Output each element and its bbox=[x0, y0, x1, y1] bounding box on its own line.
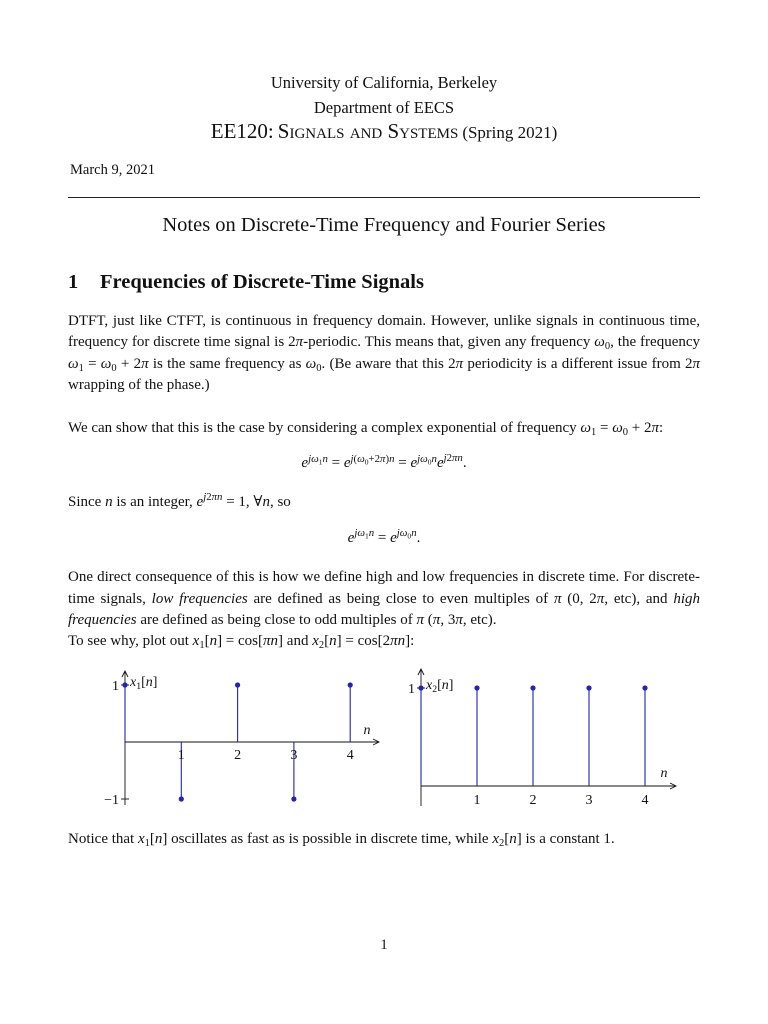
paragraph-high-low-frequencies-text: ( bbox=[424, 611, 433, 628]
paragraph-integer-n-text: , so bbox=[269, 493, 291, 510]
paragraph-complex-exponential-text: : bbox=[659, 420, 664, 437]
paragraph-observation-math-variable: x bbox=[492, 831, 500, 847]
x-tick-label: 3 bbox=[585, 793, 593, 808]
paragraph-plot-intro-math-symbol: ] bbox=[405, 633, 411, 650]
paragraph-periodicity-math-variable: ω bbox=[305, 355, 317, 372]
plot-2-y-axis-label-math-symbol: ] bbox=[448, 678, 454, 693]
paragraph-periodicity-subscript: 0 bbox=[604, 341, 611, 353]
course-code: EE120: bbox=[210, 119, 274, 143]
y-tick-label: 1 bbox=[112, 679, 119, 694]
equation-exponential-equality-math-symbol: = bbox=[374, 530, 391, 547]
paragraph-integer-n-math-variable: e bbox=[196, 493, 204, 510]
plot-1 bbox=[95, 663, 390, 813]
equation-exponential-expansion-math-variable: jω bbox=[417, 452, 428, 465]
paragraph-integer-n-math-symbol: = 1, ∀ bbox=[222, 493, 263, 510]
paragraph-complex-exponential-math-variable: ω bbox=[612, 420, 623, 437]
paragraph-high-low-frequencies-text: , bbox=[440, 611, 448, 628]
paragraph-high-low-frequencies-text: , etc), and bbox=[604, 590, 674, 607]
equation-exponential-expansion-math-variable: jω bbox=[308, 452, 319, 465]
stem-marker-0 bbox=[418, 685, 423, 690]
equation-exponential-expansion-superscript bbox=[351, 453, 395, 465]
equation-exponential-expansion-math-variable: e bbox=[301, 455, 309, 472]
paragraph-observation-math-variable: n bbox=[509, 831, 517, 847]
section-title: Frequencies of Discrete-Time Signals bbox=[100, 271, 424, 293]
stem-marker-3 bbox=[291, 796, 296, 801]
x-tick-label: 2 bbox=[529, 793, 537, 808]
equation-exponential-expansion-math-variable: ω bbox=[357, 452, 365, 465]
equation-exponential-expansion-math-variable: πn bbox=[452, 452, 463, 465]
document-title: Notes on Discrete-Time Frequency and Fourier Series bbox=[162, 214, 606, 236]
paragraph-observation-subscript: 2 bbox=[499, 838, 505, 850]
paragraph-plot-intro-math-symbol: [ bbox=[204, 633, 210, 650]
paragraph-periodicity-text: . (Be aware that this bbox=[321, 355, 449, 372]
plot-1-y-axis-label-math-symbol: ] bbox=[152, 675, 158, 690]
stem-marker-1 bbox=[179, 796, 184, 801]
paragraph-high-low-frequencies-math-symbol: 3 bbox=[447, 611, 456, 628]
paragraph-plot-intro-math-variable: n bbox=[329, 633, 337, 650]
course-name: Signals and Systems bbox=[277, 119, 459, 143]
equation-exponential-equality-superscript bbox=[397, 527, 417, 539]
paragraph-periodicity-text: , the frequency bbox=[610, 334, 701, 351]
paragraph-plot-intro-text: and bbox=[283, 633, 313, 650]
paragraph-plot-intro-math-variable: n bbox=[209, 633, 218, 650]
paragraph-high-low-frequencies-math-symbol: 2 bbox=[589, 590, 597, 607]
header-rule bbox=[68, 197, 700, 198]
x-tick-label: 3 bbox=[290, 748, 298, 763]
body-text-after-plots bbox=[68, 829, 700, 850]
paragraph-periodicity-math-variable: π bbox=[455, 355, 464, 372]
equation-exponential-expansion-math-variable: n bbox=[389, 452, 395, 465]
paragraph-plot-intro bbox=[68, 631, 700, 652]
x-tick-label: 1 bbox=[473, 793, 481, 808]
paragraph-observation-math-symbol: ] bbox=[162, 831, 168, 847]
paragraph-plot-intro-subscript: 2 bbox=[318, 640, 325, 652]
equation-exponential-equality-subscript: 0 bbox=[407, 531, 412, 541]
paragraph-integer-n-math-symbol: 2 bbox=[206, 490, 212, 503]
paragraph-periodicity-text: wrapping of the phase.) bbox=[68, 376, 210, 393]
paragraph-observation-text: is a constant 1. bbox=[521, 831, 615, 847]
paragraph-periodicity-math-variable: ω bbox=[594, 334, 605, 351]
paragraph-observation-math-variable: x bbox=[137, 831, 145, 847]
paragraph-observation-text: Notice that bbox=[68, 831, 138, 847]
paragraph-periodicity-subscript: 1 bbox=[78, 362, 84, 374]
equation-exponential-equality-math-variable: jω bbox=[354, 527, 365, 540]
paragraph-high-low-frequencies-text: , etc). bbox=[462, 611, 497, 628]
equation-exponential-expansion-math-variable: e bbox=[410, 455, 418, 472]
equation-exponential-expansion-math-variable: j bbox=[350, 452, 354, 465]
equation-exponential-expansion-math-variable: j bbox=[443, 452, 447, 465]
paragraph-high-low-frequencies-math-variable: π bbox=[596, 590, 605, 607]
equation-exponential-equality-math-variable: n bbox=[368, 527, 375, 540]
stem-marker-1 bbox=[474, 685, 479, 690]
paragraph-observation-text: oscillates as fast as is possible in discrete time, while bbox=[167, 831, 493, 847]
paragraph-high-low-frequencies-math-variable: π bbox=[455, 611, 463, 628]
section-heading bbox=[68, 268, 424, 296]
equation-exponential-expansion-subscript: 1 bbox=[318, 456, 323, 466]
paragraph-periodicity-text: periodicity is a different issue from bbox=[463, 355, 685, 372]
plot-1-y-axis-label-math-variable: x bbox=[130, 675, 137, 690]
x-tick-label: 4 bbox=[346, 748, 354, 763]
paragraph-periodicity-text: DTFT, just like CTFT, is continuous in frequency domain. However, unlike signals in continuous time, frequency for discrete time signal is bbox=[68, 313, 700, 351]
equation-exponential-equality-math-variable: e bbox=[390, 530, 397, 547]
plot-2-y-axis-label bbox=[426, 676, 453, 696]
x-tick-label: 4 bbox=[641, 793, 649, 808]
paragraph-observation-math-symbol: [ bbox=[504, 831, 510, 847]
paragraph-observation-math-symbol: ] bbox=[516, 831, 522, 847]
plot-2-y-axis-label-math-variable: n bbox=[441, 678, 449, 693]
paragraph-complex-exponential-math-variable: ω bbox=[580, 420, 591, 437]
paragraph-integer-n bbox=[68, 492, 700, 513]
equation-exponential-expansion-subscript: 0 bbox=[364, 456, 369, 466]
x-axis-label: n bbox=[660, 766, 668, 781]
paragraph-integer-n-math-variable: n bbox=[105, 493, 113, 510]
plot-1-y-axis-label-subscript: 1 bbox=[136, 680, 142, 692]
paragraph-periodicity-math-variable: ω bbox=[100, 355, 112, 372]
equation-exponential-expansion-superscript bbox=[417, 453, 437, 465]
paragraph-plot-intro-math-variable: πn bbox=[390, 633, 406, 650]
page-number: 1 bbox=[380, 937, 388, 953]
course-term: (Spring 2021) bbox=[462, 123, 558, 142]
body-text bbox=[68, 311, 700, 653]
paragraph-complex-exponential-subscript: 1 bbox=[590, 427, 597, 439]
paragraph-plot-intro-math-symbol: ] bbox=[278, 633, 284, 650]
paragraph-complex-exponential-math-symbol: = bbox=[596, 420, 613, 437]
paragraph-observation-math-variable: n bbox=[154, 831, 163, 847]
equation-exponential-expansion-math-variable: n bbox=[431, 452, 437, 465]
stem-marker-4 bbox=[348, 682, 353, 687]
paragraph-periodicity-math-symbol: 2 bbox=[685, 355, 693, 372]
paragraph-plot-intro-subscript: 1 bbox=[199, 640, 205, 652]
paragraph-periodicity-math-symbol: 2 bbox=[288, 334, 296, 351]
paragraph-periodicity-math-symbol: 2 bbox=[448, 355, 456, 372]
equation-exponential-expansion-superscript bbox=[308, 453, 328, 465]
x-axis-label: n bbox=[363, 723, 371, 738]
paragraph-plot-intro-math-symbol: ] = cos[2 bbox=[336, 633, 391, 650]
paragraph-periodicity-math-variable: π bbox=[141, 355, 149, 372]
equation-exponential-expansion-math-symbol: 2 bbox=[446, 452, 453, 465]
paragraph-high-low-frequencies-math-variable: π bbox=[553, 590, 562, 607]
paragraph-integer-n-math-variable: πn bbox=[211, 490, 223, 503]
paragraph-high-low-frequencies-text: One direct consequence of this is how we define high and low frequencies in discrete time. For discrete-time signals, bbox=[68, 569, 700, 607]
equation-exponential-equality-math-variable: e bbox=[347, 530, 355, 547]
plot-2-y-axis-label-subscript: 2 bbox=[432, 683, 438, 695]
equation-exponential-expansion-math-symbol: . bbox=[462, 455, 467, 472]
section-number: 1 bbox=[68, 271, 79, 293]
paragraph-plot-intro-math-symbol: ] = cos[ bbox=[217, 633, 264, 650]
paragraph-complex-exponential bbox=[68, 418, 700, 439]
paragraph-plot-intro-math-variable: x bbox=[192, 633, 200, 650]
equation-exponential-expansion-math-symbol: = bbox=[394, 455, 411, 472]
paragraph-periodicity bbox=[68, 311, 700, 396]
paragraph-high-low-frequencies bbox=[68, 567, 700, 631]
paragraph-plot-intro-math-variable: πn bbox=[263, 633, 279, 650]
paragraph-periodicity-math-variable: π bbox=[295, 334, 304, 351]
paragraph-integer-n-superscript bbox=[203, 491, 222, 503]
equation-exponential-equality-math-variable: jω bbox=[396, 527, 408, 540]
paragraph-high-low-frequencies-emphasis: low frequencies bbox=[151, 590, 248, 607]
equation-exponential-expansion bbox=[68, 453, 700, 474]
paragraph-periodicity-text: -periodic. This means that, given any frequency bbox=[303, 334, 595, 351]
paragraph-high-low-frequencies-text: are defined as being close to even multiples of bbox=[247, 590, 554, 607]
paragraph-periodicity-math-symbol: = bbox=[83, 355, 101, 372]
paragraph-integer-n-math-variable: j bbox=[203, 490, 207, 503]
paragraph-integer-n-math-variable: n bbox=[262, 493, 270, 510]
department-name: Department of EECS bbox=[313, 98, 455, 117]
equation-exponential-expansion-math-variable: π bbox=[380, 452, 386, 465]
stem-marker-3 bbox=[586, 685, 591, 690]
paragraph-periodicity-subscript: 0 bbox=[316, 362, 322, 374]
paragraph-plot-intro-math-variable: x bbox=[312, 633, 319, 650]
paragraph-high-low-frequencies-text: (0, bbox=[561, 590, 590, 607]
equation-exponential-equality-math-variable: n bbox=[411, 527, 417, 540]
paragraph-high-low-frequencies-math-variable: π bbox=[432, 611, 441, 628]
equation-exponential-expansion-math-variable: e bbox=[436, 455, 444, 472]
paragraph-periodicity-math-variable: π bbox=[692, 355, 701, 372]
stem-marker-2 bbox=[530, 685, 535, 690]
plot-1-y-axis-label bbox=[130, 673, 157, 693]
y-tick-label: 1 bbox=[408, 682, 415, 697]
paragraph-plot-intro-math-symbol: [ bbox=[324, 633, 330, 650]
equation-exponential-equality-superscript bbox=[354, 527, 374, 539]
plot-1-y-axis-label-math-symbol: [ bbox=[141, 675, 146, 690]
paragraph-observation-math-symbol: [ bbox=[149, 831, 155, 847]
equation-exponential-expansion-superscript bbox=[444, 453, 463, 465]
plot-1-y-axis-label-math-variable: n bbox=[145, 675, 153, 690]
paragraph-integer-n-text: is an integer, bbox=[112, 493, 197, 510]
plot-2-y-axis-label-math-variable: x bbox=[426, 678, 433, 693]
equation-exponential-expansion-math-variable: n bbox=[322, 452, 328, 465]
paragraph-plot-intro-text: : bbox=[410, 633, 415, 650]
stem-marker-4 bbox=[642, 685, 647, 690]
equation-exponential-expansion-subscript: 0 bbox=[427, 456, 432, 466]
stem-marker-0 bbox=[122, 682, 127, 687]
paragraph-high-low-frequencies-text: are defined as being close to odd multiples of bbox=[136, 611, 417, 628]
equation-exponential-expansion-math-variable: e bbox=[343, 455, 351, 472]
paragraph-observation bbox=[68, 829, 700, 850]
university-name: University of California, Berkeley bbox=[270, 73, 498, 92]
paragraph-plot-intro-text: To see why, plot out bbox=[68, 633, 193, 650]
equation-exponential-equality-subscript: 1 bbox=[364, 531, 369, 541]
paragraph-integer-n-text: Since bbox=[68, 493, 106, 510]
x-tick-label: 1 bbox=[177, 748, 185, 763]
paragraph-high-low-frequencies-math-variable: π bbox=[416, 611, 425, 628]
paragraph-periodicity-subscript: 0 bbox=[111, 362, 117, 374]
equation-exponential-equality-math-symbol: . bbox=[416, 530, 421, 547]
paragraph-complex-exponential-text: We can show that this is the case by considering a complex exponential of frequency bbox=[68, 420, 581, 437]
plot-2 bbox=[392, 663, 687, 813]
y-tick-label: −1 bbox=[104, 793, 119, 808]
paragraph-periodicity-math-variable: ω bbox=[68, 355, 79, 372]
stem-marker-2 bbox=[235, 682, 240, 687]
equation-exponential-expansion-math-symbol: = bbox=[327, 455, 344, 472]
equation-exponential-expansion-math-symbol: ) bbox=[385, 452, 390, 465]
paragraph-observation-subscript: 1 bbox=[144, 838, 150, 850]
plot-2-y-axis-label-math-symbol: [ bbox=[437, 678, 442, 693]
equation-exponential-expansion-math-symbol: ( bbox=[353, 452, 358, 465]
paragraph-periodicity-math-symbol: + 2 bbox=[116, 355, 142, 372]
paragraph-complex-exponential-math-symbol: + 2 bbox=[628, 420, 652, 437]
paragraph-complex-exponential-math-variable: π bbox=[651, 420, 660, 437]
paragraph-high-low-frequencies-emphasis: high frequencies bbox=[68, 590, 701, 628]
paragraph-periodicity-text: is the same frequency as bbox=[148, 355, 306, 372]
equation-exponential-expansion-math-symbol: +2 bbox=[368, 452, 381, 465]
x-tick-label: 2 bbox=[234, 748, 242, 763]
course-line bbox=[0, 118, 768, 147]
document-date: March 9, 2021 bbox=[70, 162, 155, 178]
equation-exponential-equality bbox=[68, 528, 700, 549]
paragraph-complex-exponential-subscript: 0 bbox=[622, 427, 629, 439]
